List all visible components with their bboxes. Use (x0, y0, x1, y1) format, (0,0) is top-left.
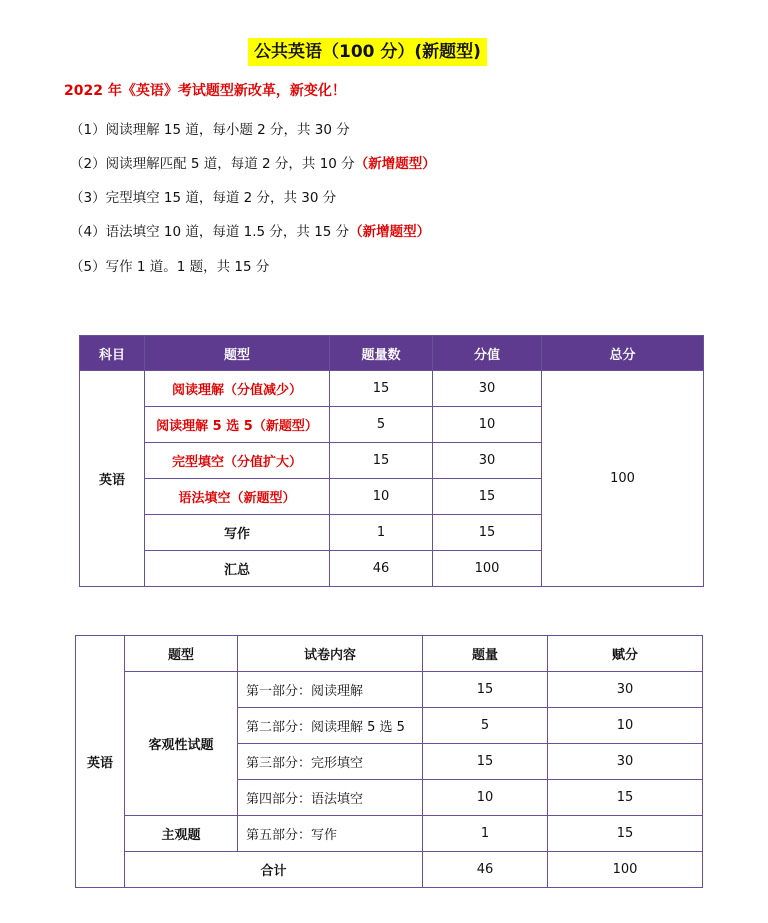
score-cell: 10 (548, 708, 703, 744)
score-cell: 10 (433, 407, 542, 443)
rule-item (70, 152, 436, 172)
score-cell: 15 (433, 479, 542, 515)
header-score: 赋分 (548, 636, 703, 672)
content-cell: 第三部分：完形填空 (238, 744, 423, 780)
count-cell: 15 (330, 443, 433, 479)
table-total-row (76, 852, 703, 888)
count-cell: 1 (330, 515, 433, 551)
score-table (79, 335, 704, 587)
table-row (76, 816, 703, 852)
type-cell: 语法填空（新题型） (145, 479, 330, 515)
rule-text: （4）语法填空 10 道，每道 1.5 分，共 15 分 (70, 224, 350, 240)
count-cell: 15 (423, 744, 548, 780)
header-score: 分值 (433, 336, 542, 371)
table-row (80, 371, 704, 407)
count-cell: 15 (423, 672, 548, 708)
header-content: 试卷内容 (238, 636, 423, 672)
type-cell: 完型填空（分值扩大） (145, 443, 330, 479)
page-title: 公共英语（100 分）(新题型) (248, 38, 487, 66)
rule-item (70, 255, 269, 275)
score-cell: 30 (433, 443, 542, 479)
subject-cell: 英语 (76, 636, 125, 888)
score-cell: 15 (548, 816, 703, 852)
header-subject: 科目 (80, 336, 145, 371)
rule-text: （2）阅读理解匹配 5 道，每道 2 分，共 10 分 (70, 156, 355, 172)
score-cell: 30 (433, 371, 542, 407)
score-cell: 15 (433, 515, 542, 551)
type-cell: 汇总 (145, 551, 330, 587)
rule-item (70, 118, 350, 138)
content-table (75, 635, 703, 888)
header-count: 题量数 (330, 336, 433, 371)
count-cell: 46 (330, 551, 433, 587)
type-cell: 阅读理解 5 选 5（新题型） (145, 407, 330, 443)
rule-tag: （新增题型） (349, 224, 431, 240)
header-type: 题型 (145, 336, 330, 371)
count-cell: 5 (330, 407, 433, 443)
subjective-cell: 主观题 (125, 816, 238, 852)
count-cell: 1 (423, 816, 548, 852)
content-cell: 第五部分：写作 (238, 816, 423, 852)
rule-text: （1）阅读理解 15 道，每小题 2 分，共 30 分 (70, 122, 350, 138)
header-count: 题量 (423, 636, 548, 672)
score-cell: 15 (548, 780, 703, 816)
type-cell: 阅读理解（分值减少） (145, 371, 330, 407)
subject-cell: 英语 (80, 371, 145, 587)
rule-tag: （新增题型） (354, 156, 436, 172)
rule-item (70, 220, 430, 240)
header-type: 题型 (125, 636, 238, 672)
total-score-cell: 100 (548, 852, 703, 888)
count-cell: 5 (423, 708, 548, 744)
objective-cell: 客观性试题 (125, 672, 238, 816)
type-cell: 写作 (145, 515, 330, 551)
total-label-cell: 合计 (125, 852, 423, 888)
content-cell: 第四部分：语法填空 (238, 780, 423, 816)
total-count-cell: 46 (423, 852, 548, 888)
headline: 2022 年《英语》考试题型新改革，新变化！ (64, 83, 346, 99)
score-cell: 30 (548, 744, 703, 780)
rule-text: （5）写作 1 道。1 题，共 15 分 (70, 259, 270, 275)
table-row (76, 672, 703, 708)
rule-item (70, 186, 336, 206)
rule-text: （3）完型填空 15 道，每道 2 分，共 30 分 (70, 190, 337, 206)
count-cell: 15 (330, 371, 433, 407)
table-header-row (80, 336, 704, 371)
table-header-row (76, 636, 703, 672)
count-cell: 10 (423, 780, 548, 816)
score-cell: 30 (548, 672, 703, 708)
content-cell: 第二部分：阅读理解 5 选 5 (238, 708, 423, 744)
count-cell: 10 (330, 479, 433, 515)
total-cell: 100 (542, 371, 704, 587)
score-cell: 100 (433, 551, 542, 587)
header-total: 总分 (542, 336, 704, 371)
content-cell: 第一部分：阅读理解 (238, 672, 423, 708)
